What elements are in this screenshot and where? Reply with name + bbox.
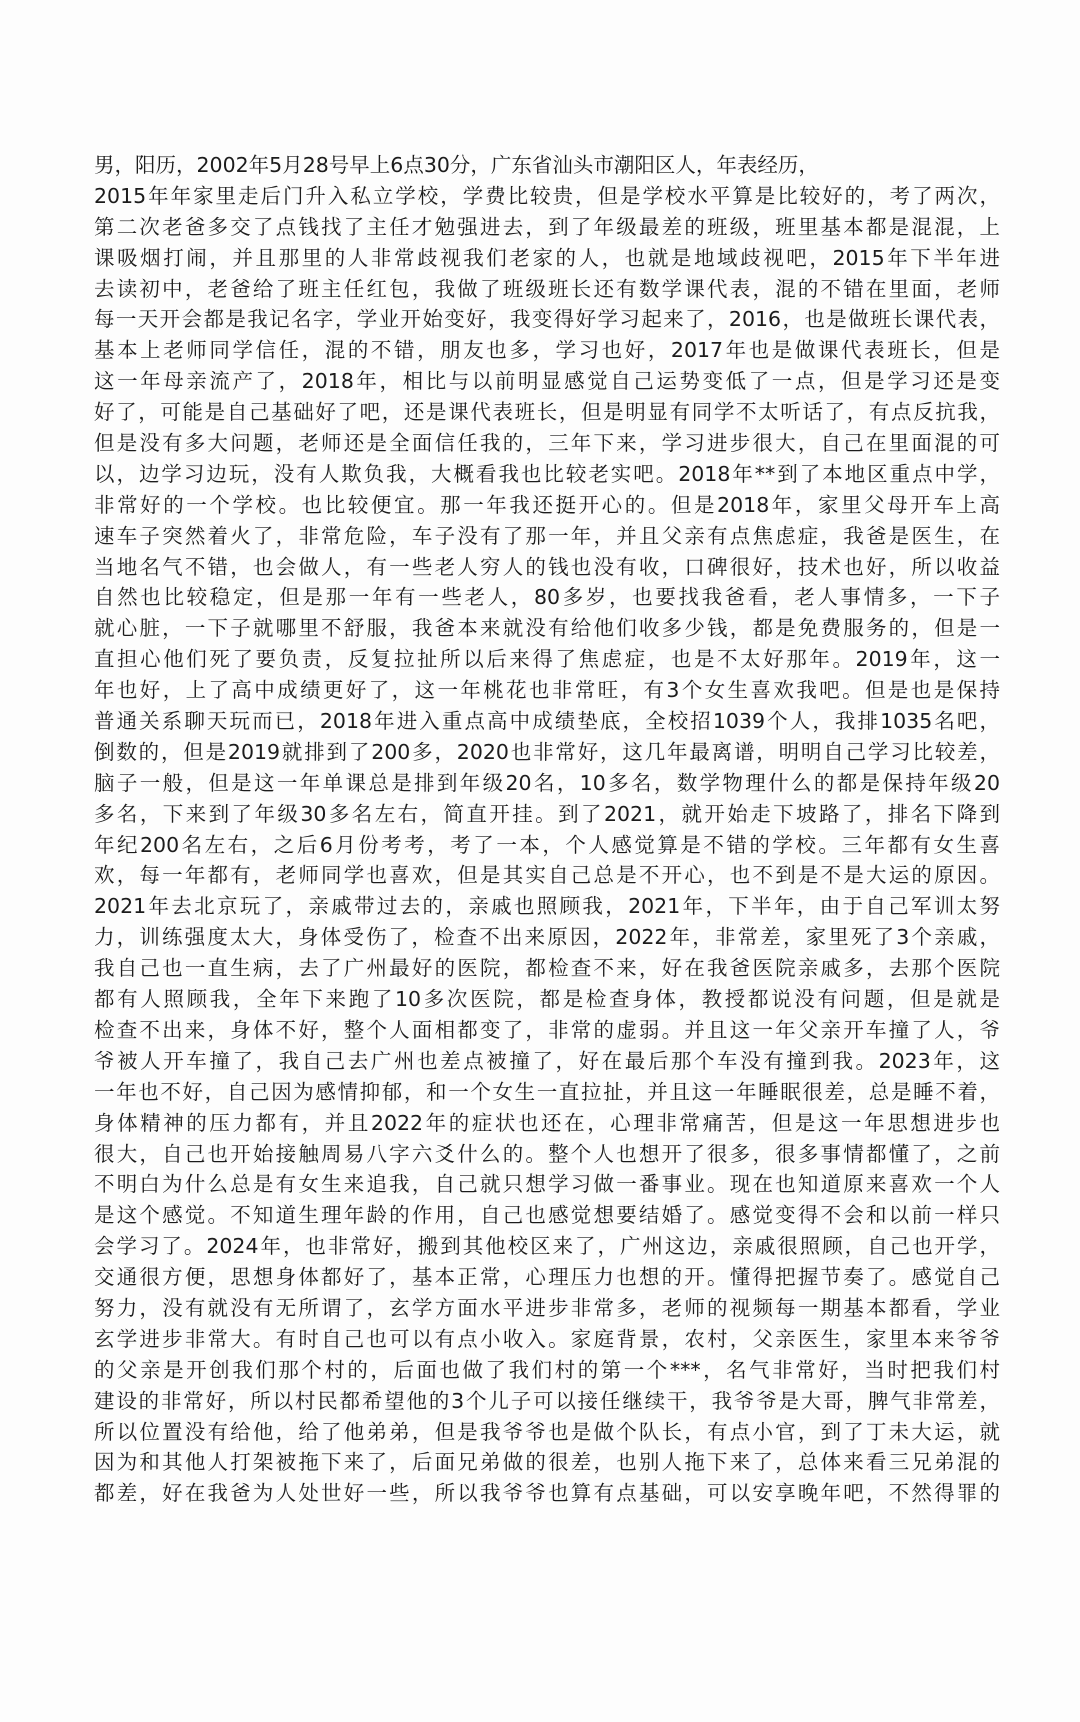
text-line: 当地名气不错，也会做人，有一些老人穷人的钱也没有收，口碑很好，技术也好，所以收益 — [94, 554, 1000, 579]
text-line: 每一天开会都是我记名字，学业开始变好，我变得好学习起来了，2016，也是做班长课代表， — [94, 307, 1000, 332]
text-line: 倒数的，但是2019就排到了200多，2020也非常好，这几年最离谱，明明自己学习比较差， — [94, 739, 1000, 764]
text-line: 脑子一般，但是这一年单课总是排到年级20名，10多名，数学物理什么的都是保持年级20 — [94, 770, 1000, 795]
text-line: 我自己也一直生病，去了广州最好的医院，都检查不来，好在我爸医院亲戚多，去那个医院 — [94, 956, 1000, 981]
text-line: 2015年年家里走后门升入私立学校，学费比较贵，但是学校水平算是比较好的，考了两次， — [94, 183, 1000, 208]
text-line: 以，边学习边玩，没有人欺负我，大概看我也比较老实吧。2018年**到了本地区重点中学， — [94, 461, 1000, 486]
text-line: 交通很方便，思想身体都好了，基本正常，心理压力也想的开。懂得把握节奏了。感觉自己 — [94, 1265, 1000, 1290]
text-line: 所以位置没有给他，给了他弟弟，但是我爷爷也是做个队长，有点小官，到了丁未大运，就 — [94, 1419, 1000, 1444]
text-line: 很大，自己也开始接触周易八字六爻什么的。整个人也想开了很多，很多事情都懂了，之前 — [94, 1141, 1000, 1166]
text-line: 速车子突然着火了，非常危险，车子没有了那一年，并且父亲有点焦虑症，我爸是医生，在 — [94, 523, 1000, 548]
text-line: 但是没有多大问题，老师还是全面信任我的，三年下来，学习进步很大，自己在里面混的可 — [94, 431, 1000, 456]
text-line: 爷被人开车撞了，我自己去广州也差点被撞了，好在最后那个车没有撞到我。2023年，这 — [94, 1048, 1000, 1073]
text-line: 第二次老爸多交了点钱找了主任才勉强进去，到了年级最差的班级，班里基本都是混混，上 — [94, 214, 1000, 239]
text-line: 建设的非常好，所以村民都希望他的3个儿子可以接任继续干，我爷爷是大哥，脾气非常差， — [94, 1388, 1000, 1413]
text-line: 年也好，上了高中成绩更好了，这一年桃花也非常旺，有3个女生喜欢我吧。但是也是保持 — [94, 678, 1000, 703]
text-line: 玄学进步非常大。有时自己也可以有点小收入。家庭背景，农村，父亲医生，家里本来爷爷 — [94, 1326, 1000, 1351]
text-line: 自然也比较稳定，但是那一年有一些老人，80多岁，也要找我爸看，老人事情多，一下子 — [94, 585, 1000, 610]
text-line: 因为和其他人打架被拖下来了，后面兄弟做的很差，也别人拖下来了，总体来看三兄弟混的 — [94, 1450, 1000, 1475]
text-line: 基本上老师同学信任，混的不错，朋友也多，学习也好，2017年也是做课代表班长，但是 — [94, 338, 1000, 363]
text-line: 2021年去北京玩了，亲戚带过去的，亲戚也照顾我，2021年，下半年，由于自己军训太努 — [94, 894, 1000, 919]
text-line: 课吸烟打闹，并且那里的人非常歧视我们老家的人，也就是地域歧视吧，2015年下半年进 — [94, 245, 1000, 270]
text-line: 会学习了。2024年，也非常好，搬到其他校区来了，广州这边，亲戚很照顾，自己也开学， — [94, 1234, 1000, 1259]
text-line: 多名，下来到了年级30多名左右，简直开挂。到了2021，就开始走下坡路了，排名下降到 — [94, 801, 1000, 826]
text-line: 好了，可能是自己基础好了吧，还是课代表班长，但是明显有同学不太听话了，有点反抗我， — [94, 400, 1000, 425]
text-line: 就心脏，一下子就哪里不舒服，我爸本来就没有给他们收多少钱，都是免费服务的，但是一 — [94, 616, 1000, 641]
document-body — [94, 150, 1000, 1509]
text-line: 直担心他们死了要负责，反复拉扯所以后来得了焦虑症，也是不太好那年。2019年，这一 — [94, 647, 1000, 672]
text-line: 欢，每一年都有，老师同学也喜欢，但是其实自己总是不开心，也不到是不是大运的原因。 — [94, 863, 1000, 888]
text-line: 检查不出来，身体不好，整个人面相都变了，非常的虚弱。并且这一年父亲开车撞了人，爷 — [94, 1017, 1000, 1042]
text-line: 的父亲是开创我们那个村的，后面也做了我们村的第一个***，名气非常好，当时把我们村 — [94, 1357, 1000, 1382]
text-line: 非常好的一个学校。也比较便宜。那一年我还挺开心的。但是2018年，家里父母开车上高 — [94, 492, 1000, 517]
text-line: 力，训练强度太大，身体受伤了，检查不出来原因，2022年，非常差，家里死了3个亲戚， — [94, 925, 1000, 950]
text-line: 不明白为什么总是有女生来追我，自己就只想学习做一番事业。现在也知道原来喜欢一个人 — [94, 1172, 1000, 1197]
text-line: 这一年母亲流产了，2018年，相比与以前明显感觉自己运势变低了一点，但是学习还是变 — [94, 369, 1000, 394]
text-line: 去读初中，老爸给了班主任红包，我做了班级班长还有数学课代表，混的不错在里面，老师 — [94, 276, 1000, 301]
text-line: 都差，好在我爸为人处世好一些，所以我爷爷也算有点基础，可以安享晚年吧，不然得罪的 — [94, 1481, 1000, 1506]
text-line: 都有人照顾我，全年下来跑了10多次医院，都是检查身体，教授都说没有问题，但是就是 — [94, 987, 1000, 1012]
text-line: 男，阳历，2002年5月28号早上6点30分，广东省汕头市潮阳区人，年表经历， — [94, 153, 819, 177]
text-line: 年纪200名左右，之后6月份考考，考了一本，个人感觉算是不错的学校。三年都有女生喜 — [94, 832, 1000, 857]
text-line: 身体精神的压力都有，并且2022年的症状也还在，心理非常痛苦，但是这一年思想进步也 — [94, 1110, 1000, 1135]
text-line: 普通关系聊天玩而已，2018年进入重点高中成绩垫底，全校招1039个人，我排1035名吧， — [94, 709, 1000, 734]
text-line: 努力，没有就没有无所谓了，玄学方面水平进步非常多，老师的视频每一期基本都看，学业 — [94, 1295, 1000, 1320]
text-line: 一年也不好，自己因为感情抑郁，和一个女生一直拉扯，并且这一年睡眠很差，总是睡不着， — [94, 1079, 1000, 1104]
text-line: 是这个感觉。不知道生理年龄的作用，自己也感觉想要结婚了。感觉变得不会和以前一样只 — [94, 1203, 1000, 1228]
